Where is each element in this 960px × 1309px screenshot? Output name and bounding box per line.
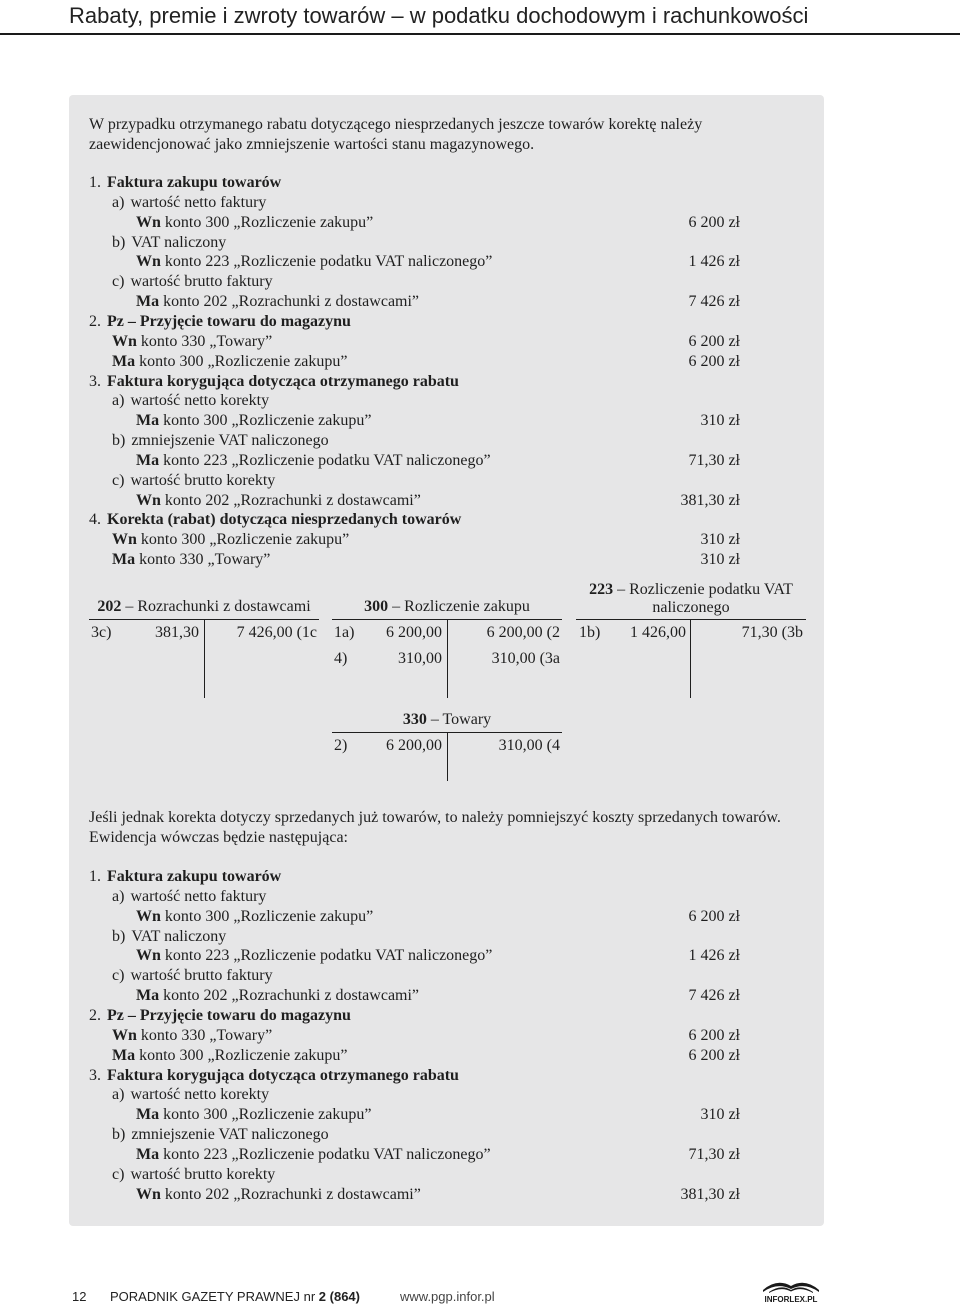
- entry-credit: 310,00 (4: [498, 737, 560, 754]
- entry-credit: 7 426,00 (1c: [236, 624, 317, 641]
- entry-subitem: [112, 391, 269, 411]
- posting-line: [112, 530, 349, 550]
- posting-side: Wn: [112, 1026, 137, 1044]
- entry-subitem: [112, 1125, 329, 1145]
- posting-amount: 6 200 zł: [688, 332, 740, 350]
- entry-subitem: [112, 1085, 269, 1105]
- subitem-letter: c): [112, 471, 125, 489]
- posting-amount: 310 zł: [700, 531, 740, 549]
- subitem-letter: a): [112, 392, 125, 410]
- subitem-text: wartość netto faktury: [130, 887, 267, 905]
- posting-side: Ma: [136, 412, 160, 430]
- entry-credit: 71,30 (3b: [741, 624, 803, 641]
- entry-ref: 1a): [334, 624, 355, 641]
- posting-account: konto 300 „Rozliczenie zakupu”: [159, 412, 372, 430]
- posting-account: konto 202 „Rozrachunki z dostawcami”: [159, 293, 420, 311]
- page-number: 12: [72, 1289, 87, 1304]
- subitem-letter: c): [112, 273, 125, 291]
- posting-line: [136, 907, 373, 927]
- entry-subitem: [112, 193, 266, 213]
- subitem-text: VAT naliczony: [131, 927, 227, 945]
- posting-amount: 310 zł: [700, 412, 740, 430]
- posting-side: Wn: [112, 531, 137, 549]
- t-account-title: 300 – Rozliczenie zakupu: [364, 598, 530, 615]
- subitem-letter: c): [112, 1165, 125, 1183]
- entry-heading: [89, 1006, 351, 1026]
- page-title: Rabaty, premie i zwroty towarów – w podatku dochodowym i rachunkowości: [69, 3, 809, 28]
- subitem-letter: a): [112, 1086, 125, 1104]
- posting-side: Ma: [136, 293, 160, 311]
- t-account-title: 330 – Towary: [402, 711, 492, 728]
- t-account-divider: [204, 619, 205, 698]
- posting-side: Ma: [112, 352, 136, 370]
- posting-line: [136, 213, 373, 233]
- entry-debit: 6 200,00: [386, 737, 442, 754]
- subitem-text: wartość netto korekty: [130, 392, 270, 410]
- posting-amount: 310 zł: [700, 1106, 740, 1124]
- posting-amount: 381,30 zł: [680, 491, 740, 509]
- posting-line: [136, 252, 492, 272]
- posting-account: konto 202 „Rozrachunki z dostawcami”: [160, 1185, 421, 1203]
- posting-line: [136, 292, 419, 312]
- entry-heading-text: Korekta (rabat) dotycząca niesprzedanych towarów: [107, 511, 462, 529]
- posting-side: Wn: [136, 907, 161, 925]
- posting-amount: 1 426 zł: [688, 253, 740, 271]
- entry-ref: 2): [334, 737, 348, 754]
- entry-number: 2.: [89, 312, 101, 330]
- posting-amount: 71,30 zł: [688, 451, 740, 469]
- posting-amount: 7 426 zł: [688, 987, 740, 1005]
- posting-line: [136, 1105, 371, 1125]
- posting-amount: 1 426 zł: [688, 947, 740, 965]
- subitem-letter: c): [112, 967, 125, 985]
- subitem-text: wartość brutto faktury: [130, 967, 273, 985]
- t-account-rule: [576, 619, 806, 620]
- t-account-330: [332, 709, 562, 781]
- t-account-title-line2: naliczonego: [652, 599, 730, 616]
- subitem-text: wartość brutto korekty: [130, 471, 276, 489]
- entry-debit: 381,30: [155, 624, 199, 641]
- subitem-letter: a): [112, 887, 125, 905]
- subitem-letter: a): [112, 193, 125, 211]
- entry-subitem: [112, 233, 226, 253]
- entry-heading-text: Pz – Przyjęcie towaru do magazynu: [107, 1006, 351, 1024]
- entry-heading: [89, 1066, 459, 1086]
- posting-amount: 6 200 zł: [688, 1026, 740, 1044]
- posting-amount: 6 200 zł: [688, 352, 740, 370]
- t-account-divider: [447, 732, 448, 781]
- subitem-text: zmniejszenie VAT naliczonego: [131, 432, 329, 450]
- footer-url[interactable]: www.pgp.infor.pl: [400, 1289, 495, 1304]
- entry-debit: 1 426,00: [630, 624, 686, 641]
- entry-credit: 310,00 (3a: [491, 650, 560, 667]
- intro-paragraph-2: Jeśli jednak korekta dotyczy sprzedanych już towarów, to należy pomniejszyć koszty sprzedanych towarów. Ewidencja wówczas będzie następująca:: [89, 809, 781, 846]
- posting-amount: 6 200 zł: [688, 1046, 740, 1064]
- posting-amount: 310 zł: [700, 551, 740, 569]
- t-account-divider: [690, 619, 691, 698]
- logo-text: INFORLEX.PL: [764, 1295, 818, 1304]
- posting-account: konto 300 „Rozliczenie zakupu”: [160, 907, 374, 925]
- entry-heading: [89, 173, 281, 193]
- entry-heading-text: Faktura korygująca dotycząca otrzymanego rabatu: [107, 1066, 459, 1084]
- subitem-text: VAT naliczony: [131, 233, 227, 251]
- posting-line: [136, 986, 419, 1006]
- entry-subitem: [112, 927, 226, 947]
- header-divider: [0, 33, 960, 35]
- entry-heading-text: Faktura zakupu towarów: [107, 174, 282, 191]
- t-account-223: [576, 578, 806, 698]
- t-account-title: 223 – Rozliczenie podatku VAT: [589, 581, 793, 598]
- posting-side: Wn: [136, 1185, 161, 1203]
- posting-line: [112, 1046, 347, 1066]
- posting-account: konto 223 „Rozliczenie podatku VAT naliczonego”: [159, 451, 491, 469]
- posting-amount: 7 426 zł: [688, 293, 740, 311]
- posting-account: konto 330 „Towary”: [136, 332, 273, 350]
- entry-heading-text: Pz – Przyjęcie towaru do magazynu: [107, 312, 351, 330]
- entry-heading: [89, 510, 461, 530]
- t-account-202: [89, 596, 319, 698]
- subitem-text: wartość brutto faktury: [130, 273, 273, 291]
- subitem-letter: b): [112, 233, 126, 251]
- posting-line: [136, 1145, 491, 1165]
- posting-account: konto 202 „Rozrachunki z dostawcami”: [159, 987, 420, 1005]
- posting-account: konto 300 „Rozliczenie zakupu”: [160, 213, 374, 231]
- posting-account: konto 223 „Rozliczenie podatku VAT naliczonego”: [160, 253, 493, 271]
- posting-amount: 71,30 zł: [688, 1145, 740, 1163]
- posting-amount: 381,30 zł: [680, 1185, 740, 1203]
- t-account-divider: [447, 619, 448, 698]
- entry-number: 2.: [89, 1006, 101, 1024]
- entry-ref: 1b): [579, 624, 601, 641]
- posting-side: Wn: [136, 213, 161, 231]
- posting-line: [112, 352, 347, 372]
- posting-line: [136, 1185, 421, 1205]
- posting-line: [112, 550, 270, 570]
- subitem-text: zmniejszenie VAT naliczonego: [131, 1126, 329, 1144]
- subitem-text: wartość netto korekty: [130, 1086, 270, 1104]
- entry-credit: 6 200,00 (2: [486, 624, 560, 641]
- posting-side: Ma: [136, 1106, 160, 1124]
- entry-number: 1.: [89, 174, 101, 191]
- entry-ref: 3c): [91, 624, 112, 641]
- posting-line: [136, 451, 491, 471]
- posting-account: konto 223 „Rozliczenie podatku VAT naliczonego”: [160, 947, 493, 965]
- entry-number: 3.: [89, 1066, 101, 1084]
- entry-subitem: [112, 1165, 275, 1185]
- entry-number: 1.: [89, 868, 101, 885]
- intro-paragraph-1: W przypadku otrzymanego rabatu dotyczącego niesprzedanych jeszcze towarów korektę należy zaewidencjonować jako zmniejszenie wartości stanu magazynowego.: [89, 116, 703, 153]
- posting-account: konto 330 „Towary”: [136, 1026, 273, 1044]
- posting-account: konto 300 „Rozliczenie zakupu”: [135, 352, 348, 370]
- entry-subitem: [112, 431, 329, 451]
- posting-amount: 6 200 zł: [688, 907, 740, 925]
- posting-side: Wn: [136, 491, 161, 509]
- posting-account: konto 202 „Rozrachunki z dostawcami”: [160, 491, 421, 509]
- subitem-text: wartość netto faktury: [130, 193, 267, 211]
- posting-side: Ma: [136, 987, 160, 1005]
- posting-line: [112, 332, 272, 352]
- entry-subitem: [112, 471, 275, 491]
- subitem-text: wartość brutto korekty: [130, 1165, 276, 1183]
- posting-side: Ma: [112, 1046, 136, 1064]
- book-icon: [755, 1276, 827, 1304]
- t-account-300: [332, 596, 562, 698]
- posting-side: Wn: [136, 253, 161, 271]
- posting-side: Ma: [136, 1145, 160, 1163]
- posting-side: Wn: [136, 947, 161, 965]
- posting-line: [136, 411, 371, 431]
- entry-heading: [89, 312, 351, 332]
- posting-side: Ma: [112, 551, 136, 569]
- posting-account: konto 330 „Towary”: [135, 551, 271, 569]
- posting-side: Ma: [136, 451, 160, 469]
- entry-heading: [89, 867, 281, 887]
- subitem-letter: b): [112, 927, 126, 945]
- posting-amount: 6 200 zł: [688, 213, 740, 231]
- posting-account: konto 300 „Rozliczenie zakupu”: [136, 531, 350, 549]
- entry-debit: 6 200,00: [386, 624, 442, 641]
- entry-heading: [89, 372, 459, 392]
- posting-account: konto 300 „Rozliczenie zakupu”: [159, 1106, 372, 1124]
- posting-line: [136, 491, 421, 511]
- subitem-letter: b): [112, 432, 126, 450]
- entry-heading-text: Faktura zakupu towarów: [107, 868, 282, 885]
- entry-subitem: [112, 966, 273, 986]
- entry-subitem: [112, 887, 266, 907]
- entry-subitem: [112, 272, 273, 292]
- t-account-title: 202 – Rozrachunki z dostawcami: [97, 598, 311, 615]
- posting-account: konto 300 „Rozliczenie zakupu”: [135, 1046, 348, 1064]
- posting-side: Wn: [112, 332, 137, 350]
- entry-number: 4.: [89, 511, 101, 529]
- entry-number: 3.: [89, 372, 101, 390]
- entry-heading-text: Faktura korygująca dotycząca otrzymanego rabatu: [107, 372, 459, 390]
- entry-ref: 4): [334, 650, 348, 667]
- inforlex-logo: [755, 1276, 827, 1304]
- posting-account: konto 223 „Rozliczenie podatku VAT naliczonego”: [159, 1145, 491, 1163]
- posting-line: [112, 1026, 272, 1046]
- posting-line: [136, 946, 492, 966]
- publication-name: PORADNIK GAZETY PRAWNEJ nr 2 (864): [110, 1289, 360, 1304]
- subitem-letter: b): [112, 1126, 126, 1144]
- entry-debit: 310,00: [398, 650, 442, 667]
